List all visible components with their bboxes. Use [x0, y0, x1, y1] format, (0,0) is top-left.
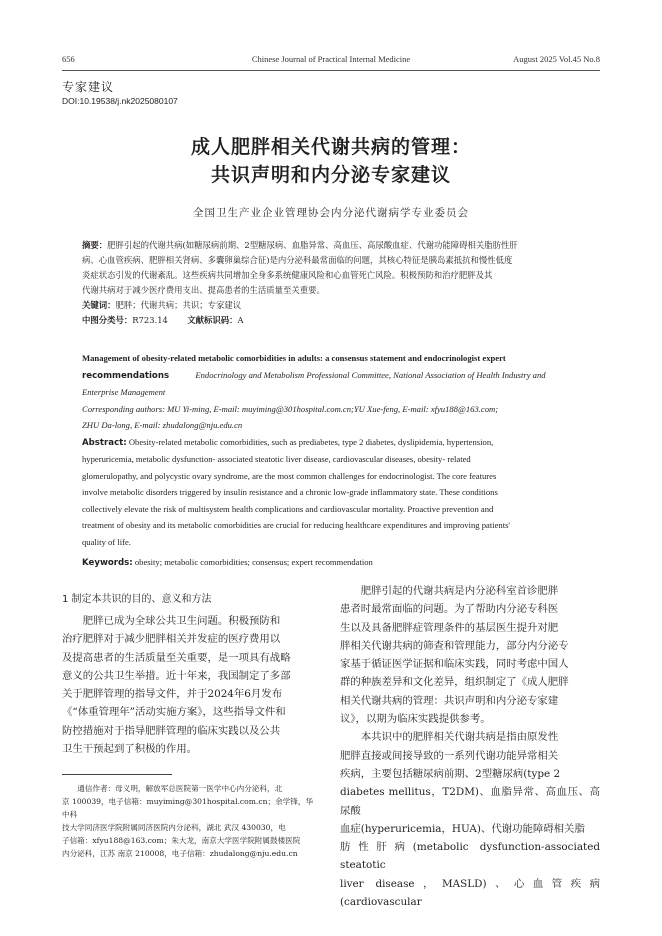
footnote-rule [62, 774, 172, 775]
column-label: 专家建议 [62, 80, 115, 94]
issue-info: August 2025 Vol.45 No.8 [513, 54, 600, 64]
doi: DOI:10.19538/j.nk2025080107 [62, 96, 178, 106]
abstract-cn-line: 代谢共病对于减少医疗费用支出、提高患者的生活质量至关重要。 [82, 285, 325, 295]
title-line-2: 共识声明和内分泌专家建议 [210, 164, 451, 186]
classification-cn: 中图分类号：R723.14 文献标识码：A [82, 315, 244, 325]
header-rule [62, 70, 600, 71]
english-title-cont: recommendations Endocrinology and Metabolism Professional Committee, National Association of Health Industry and [82, 369, 546, 381]
english-title: Management of obesity-related metabolic comorbidities in adults: a consensus statement and endocrinologist expert [82, 353, 506, 363]
abstract-cn-label: 摘要： [82, 240, 108, 250]
page-number: 656 [62, 54, 75, 64]
corresponding-authors: Corresponding authors: MU Yi-ming, E-mail: muyiming@301hospital.com.cn;YU Xue-feng, E-mail: xfyu188@163.com; [82, 403, 499, 414]
keywords-cn: 关键词：肥胖；代谢共病；共识；专家建议 [82, 300, 242, 310]
right-body: 肥胖引起的代谢共病是内分泌科室首诊肥胖 患者时最常面临的问题。为了帮助内分泌专科医 生以及具备肥胖症管理条件的基层医生提升对肥 胖相关代谢共病的筛查和管理能力，部分内分泌专 家基于循证医学证据和临床实践，同时考虑中国人 群的种族差异和文化差异，组织制定了《成人肥胖 相关代谢共病的管理：共识声明和内分泌专家建 议》，以期为临床实践提供参考。 本共识中的肥胖相关代谢共病是指由原发性 肥胖直接或间接导致的一系列代谢功能异常相关 疾病，主要包括糖尿病前期、2型糖尿病(type 2 diabetes mellitus，T2DM)、血脂异常、高血压、高尿酸 血症(hyperuricemia，HUA)、代谢功能障碍相关脂 肪性肝病(metabolic dysfunction-associated steatotic liver disease，MASLD)、心血管疾病(cardiovascular [340, 585, 600, 909]
abstract-en: Management of obesity-related metabolic comorbidities in adults: a consensus statement and endocrinologist expert recommendations Endocrinology and Metabolism Professional Committee, National Association of Health Industry and Enterprise Management Corresponding authors: MU Yi-ming, E-mail: muyiming@301hospital.com.cn;YU Xue-feng, E-mail: xfyu188@163.com; ZHU Da-long, E-mail: zhudalong@nju.edu.cn Abstract: Obesity-related metabolic comorbidities, such as prediabetes, type 2 diabetes, dyslipidemia, hypertension, hyperuricemia, metabolic dysfunction- associated steatotic liver disease, cardiovascular diseases, obesity- related glomerulopathy, and polycystic ovary syndrome, are the most common challenges for endocrinologist. The core features involve metabolic disorders triggered by insulin resistance and a chronic low-grade inflammatory state. These conditions collectively elevate the risk of multisystem health complications and cardiovascular mortality. Proactive prevention and treatment of obesity and its metabolic comorbidities are crucial for reducing healthcare expenditures and improving patients' quality of life. Keywords: obesity; metabolic comorbidities; consensus; expert recommendation [82, 350, 580, 572]
authors: 全国卫生产业企业管理协会内分泌代谢病学专业委员会 [193, 207, 469, 219]
left-body: 肥胖已成为全球公共卫生问题。积极预防和 治疗肥胖对于减少肥胖相关并发症的医疗费用以 及提高患者的生活质量至关重要，是一项具有战略 意义的公共卫生举措。近十年来，我国制定了多部 关于肥胖管理的指导文件，并于2024年6月发布 《“体重管理年”活动实施方案》，这些指导文件和 防控措施对于指导肥胖管理的临床实践以及公共 卫生干预起到了积极的作用。 [62, 615, 291, 756]
running-header [62, 54, 600, 68]
abstract-cn-line: 摘要：肥胖引起的代谢共病(如糖尿病前期、2型糖尿病、血脂异常、高血压、高尿酸血症、代谢功能障碍相关脂肪性肝 [82, 240, 518, 250]
abstract-cn-line: 病、心血管疾病、肥胖相关肾病、多囊卵巢综合征)是内分泌科最常面临的问题，其核心特征是胰岛素抵抗和慢性低度 [82, 255, 513, 265]
english-keywords: obesity; metabolic comorbidities; consensus; expert recommendation [132, 557, 373, 567]
english-keywords-label: Keywords: [82, 558, 133, 568]
abstract-cn-line: 炎症状态引发的代谢紊乱。这些疾病共同增加全身多系统健康风险和心血管死亡风险。积极预防和治疗肥胖及其 [82, 270, 493, 280]
english-committee: Endocrinology and Metabolism Professional Committee, National Association of Health Industry and [195, 369, 546, 380]
section-heading: 1 制定本共识的目的、意义和方法 [62, 594, 212, 605]
title-line-1: 成人肥胖相关代谢共病的管理： [190, 136, 471, 158]
abstract-cn [82, 238, 580, 328]
journal-name: Chinese Journal of Practical Internal Medicine [251, 54, 411, 64]
footnote: 通信作者：母义明，解放军总医院第一医学中心内分泌科，北 京 100039，电子信箱：muyiming@301hospital.com.cn；余学锋，华中科 技大学同济医学院附属同济医院内分泌科，湖北 武汉 430030，电 子信箱：xfyu188@163.com；朱大龙，南京大学医学院附属鼓楼医院 内分泌科，江苏 南京 210008，电子信箱：zhudalong@nju.edu.cn [62, 784, 314, 858]
english-abstract-label: Abstract: [82, 437, 127, 448]
